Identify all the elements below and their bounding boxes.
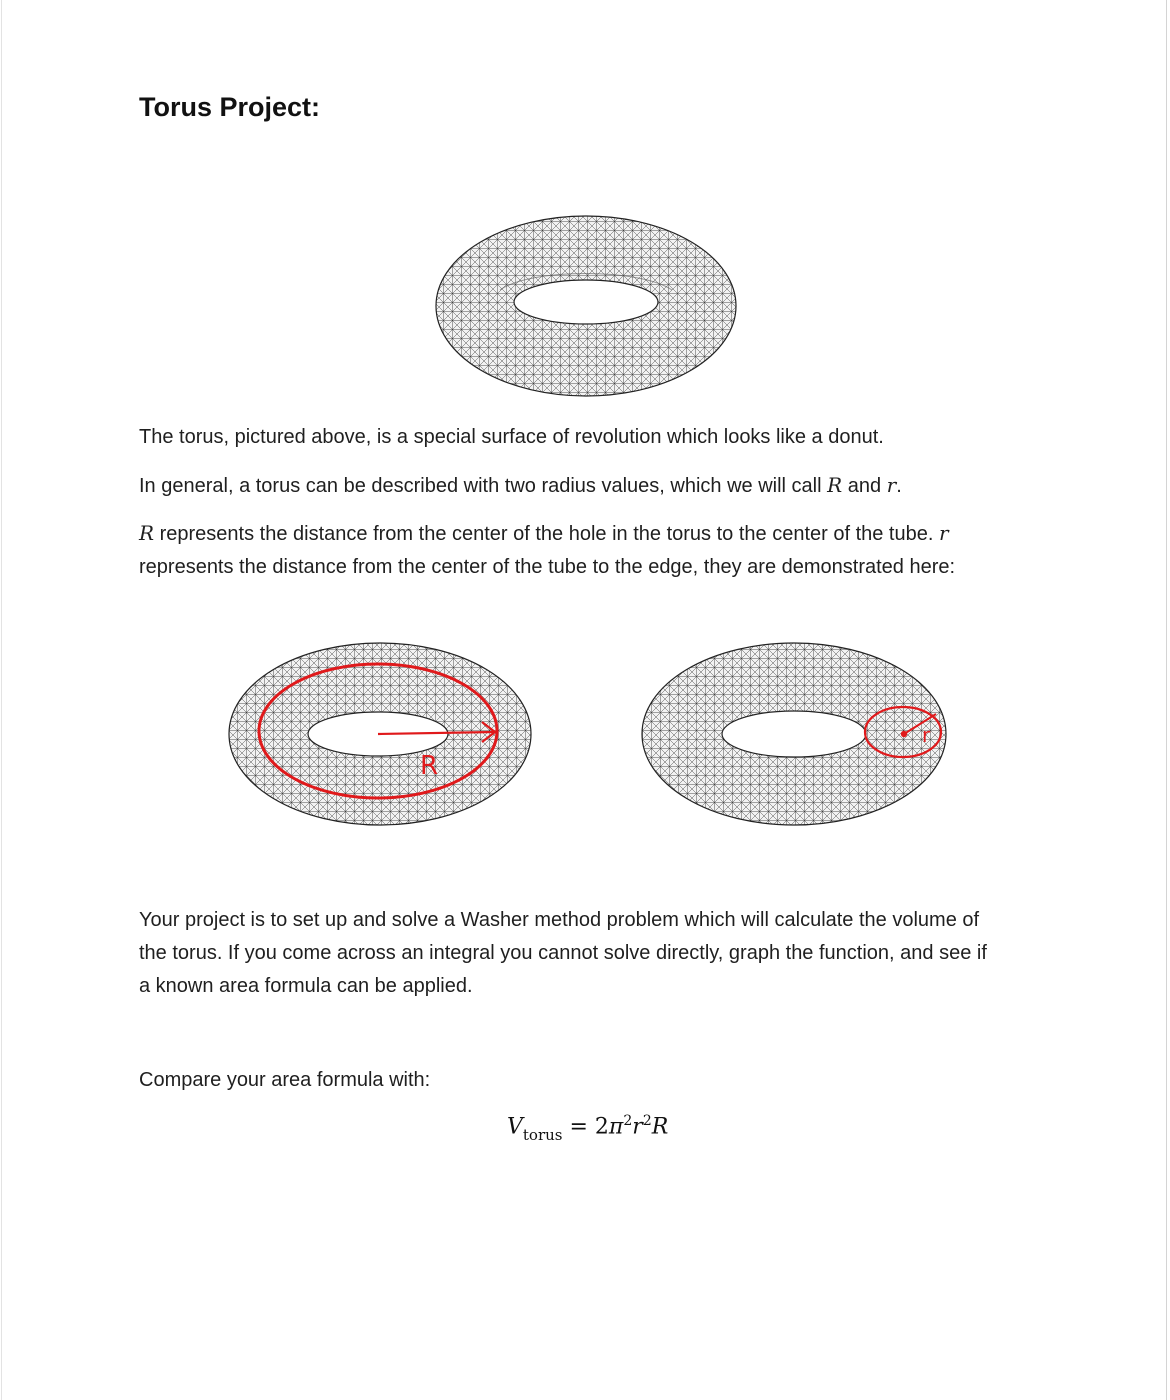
formula-r-exp: 2	[642, 1113, 652, 1129]
and-word: and	[842, 475, 887, 497]
general-text: In general, a torus can be described with two radius values, which we will call	[139, 475, 828, 497]
def-r-text: represents the distance from the center of the tube to the edge, they are demonstrated here:	[139, 556, 956, 578]
torus-figure-R	[224, 636, 536, 834]
document-page	[1, 0, 1167, 1400]
formula-lhs-var: V	[507, 1114, 523, 1140]
page-title: Torus Project:	[139, 92, 321, 122]
formula-lhs-sub: torus	[522, 1126, 563, 1145]
torus-figure-main	[430, 208, 742, 404]
general-paragraph	[139, 469, 1039, 503]
formula-equals: =	[562, 1114, 595, 1140]
torus-volume-formula	[507, 1113, 669, 1145]
def-R-text: represents the distance from the center of the hole in the torus to the center of the tube.	[154, 523, 934, 545]
r-label: r	[922, 723, 931, 747]
project-paragraph: Your project is to set up and solve a Washer method problem which will calculate the volume of the torus. If you come across an integral you cannot solve directly, graph the function, and see if a known area formula can be applied.	[139, 909, 987, 997]
formula-pi: π	[608, 1114, 624, 1140]
formula-coef: 2	[594, 1114, 609, 1140]
var-r: r	[886, 473, 897, 497]
def-var-r: r	[938, 521, 949, 545]
torus-figure-r	[638, 636, 950, 834]
formula-pi-exp: 2	[623, 1113, 633, 1129]
period: .	[896, 475, 902, 497]
intro-paragraph: The torus, pictured above, is a special surface of revolution which looks like a donut.	[139, 426, 884, 448]
def-var-R: R	[139, 521, 155, 545]
formula-R: R	[651, 1114, 669, 1140]
var-R: R	[827, 473, 843, 497]
R-label: R	[420, 751, 439, 781]
formula-r: r	[632, 1114, 643, 1140]
compare-paragraph: Compare your area formula with:	[139, 1069, 431, 1091]
definition-paragraph	[139, 517, 1029, 584]
